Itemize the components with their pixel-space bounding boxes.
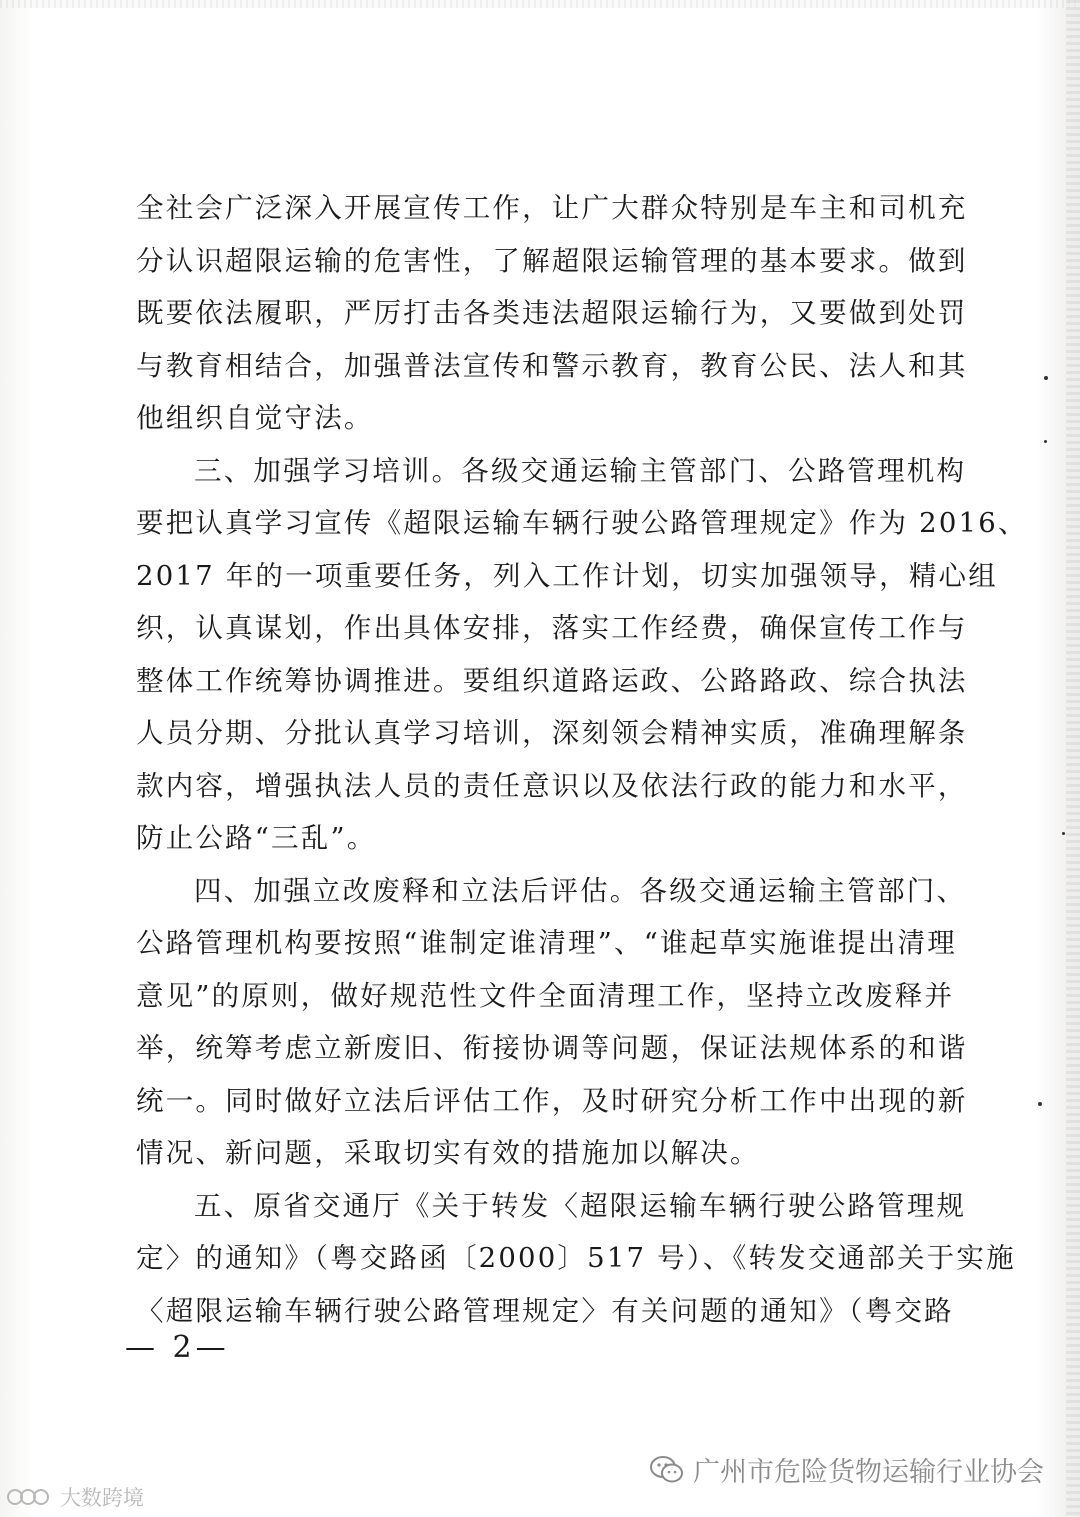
- text-line: 2017 年的一项重要任务，列入工作计划，切实加强领导，精心组: [136, 559, 998, 592]
- text-line: 款内容，增强执法人员的责任意识以及依法行政的能力和水平，: [136, 769, 968, 802]
- wechat-icon: [649, 1455, 685, 1485]
- text-line: 既要依法履职，严厉打击各类违法超限运输行为，又要做到处罚: [136, 297, 968, 329]
- logo-mark-icon: [6, 1484, 56, 1510]
- scan-speck: [1044, 376, 1048, 380]
- text-line: 与教育相结合，加强普法宣传和警示教育，教育公民、法人和其: [136, 349, 968, 382]
- text-line: 人员分期、分批认真学习培训，深刻领会精神实质，准确理解条: [136, 717, 968, 749]
- text-line: 整体工作统筹协调推进。要组织道路运政、公路路政、综合执法: [136, 664, 968, 697]
- text-line: 情况、新问题，采取切实有效的措施加以解决。: [136, 1137, 760, 1169]
- publisher-name: 广州市危险货物运输行业协会: [693, 1457, 1044, 1488]
- text-line: 分认识超限运输的危害性，了解超限运输管理的基本要求。做到: [136, 244, 968, 277]
- scan-speck: [1038, 1102, 1042, 1106]
- section-four-heading-line: 四、加强立改废释和立法后评估。各级交通运输主管部门、: [194, 874, 967, 907]
- scan-speck: [1044, 440, 1047, 443]
- text-line: 〈超限运输车辆行驶公路管理规定〉有关问题的通知》（粤交路: [136, 1294, 954, 1327]
- text-line: 全社会广泛深入开展宣传工作，让广大群众特别是车主和司机充: [136, 192, 968, 224]
- text-line: 定〉的通知》（粤交路函〔2000〕517 号）、《转发交通部关于实施: [136, 1242, 1016, 1274]
- scan-edge-top: [0, 0, 1080, 8]
- platform-name: 大数跨境: [60, 1486, 144, 1510]
- text-line: 统一。同时做好立法后评估工作，及时研究分析工作中出现的新: [136, 1084, 968, 1117]
- text-line: 公路管理机构要按照“谁制定谁清理”、“谁起草实施谁提出清理: [136, 927, 957, 959]
- text-line: 防止公路“三乱”。: [136, 822, 377, 854]
- document-body: [136, 182, 1028, 1337]
- text-line: 要把认真学习宣传《超限运输车辆行驶公路管理规定》作为 2016、: [136, 507, 1028, 539]
- scan-speck: [1062, 832, 1065, 835]
- text-line: 意见”的原则，做好规范性文件全面清理工作，坚持立改废释并: [136, 979, 955, 1012]
- scan-edge-right: [1066, 0, 1080, 1517]
- text-line: 他组织自觉守法。: [136, 402, 374, 434]
- page-number: — 2—: [125, 1330, 230, 1365]
- text-line: 织，认真谋划，作出具体安排，落实工作经费，确保宣传工作与: [136, 612, 968, 644]
- platform-watermark: [6, 1482, 144, 1512]
- section-three-heading-line: 三、加强学习培训。各级交通运输主管部门、公路管理机构: [194, 454, 967, 487]
- section-five-heading-line: 五、原省交通厅《关于转发〈超限运输车辆行驶公路管理规: [194, 1189, 967, 1222]
- text-line: 举，统筹考虑立新废旧、衔接协调等问题，保证法规体系的和谐: [136, 1032, 968, 1064]
- publisher-watermark: [649, 1450, 1044, 1489]
